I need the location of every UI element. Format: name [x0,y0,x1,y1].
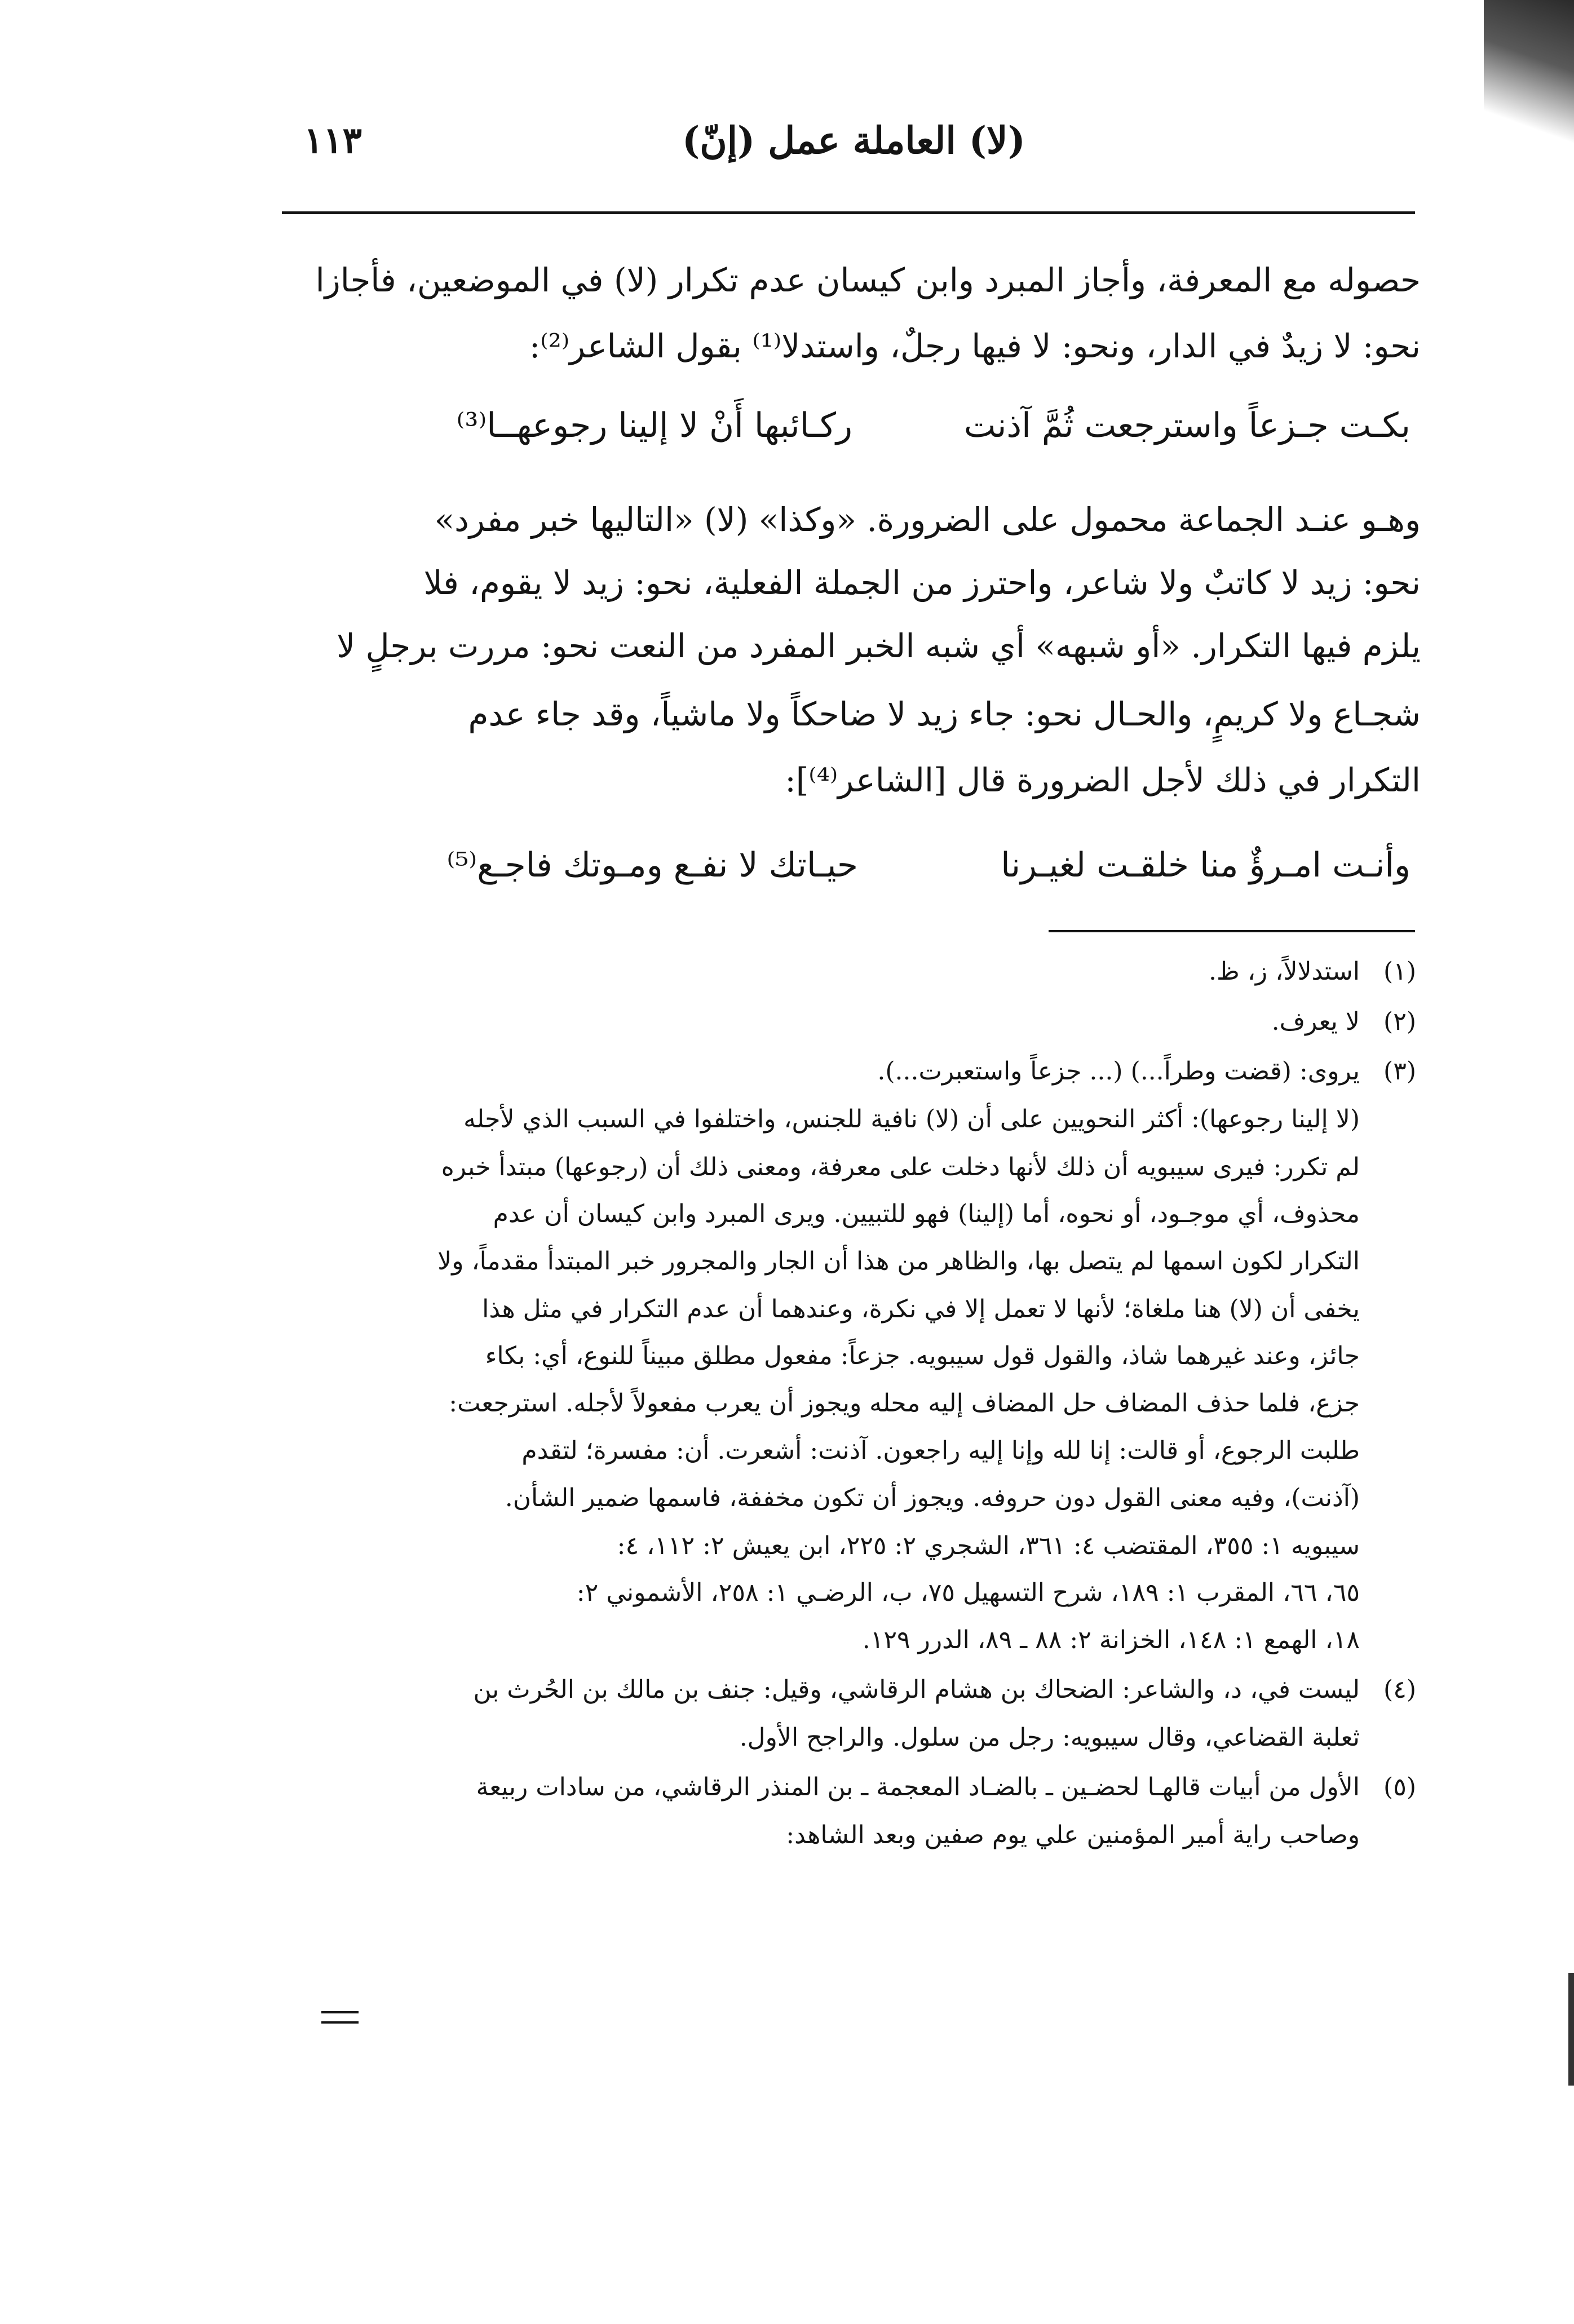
footnote-line: لم تكرر: فيرى سيبويه أن ذلك لأنها دخلت على معرفة، ومعنى ذلك أن (رجوعها) مبتدأ خبره [441,1153,1360,1181]
page-title: (لا) العاملة عمل (إنّ) [682,118,1025,162]
scan-edge [1568,1973,1574,2086]
body-line: شجـاع ولا كريمٍ، والحـال نحو: جاء زيد لا ضاحكاً ولا ماشياً، وقد جاء عدم [468,695,1421,733]
continuation-mark [321,2011,359,2024]
body-line: نحو: زيد لا كاتبٌ ولا شاعر، واحترز من الجملة الفعلية، نحو: زيد لا يقوم، فلا [423,564,1421,602]
footnote-number: (٥) [1383,1773,1416,1801]
footnote-number: (٢) [1383,1007,1416,1036]
verse-1-first-hemistich: بكـت جـزعاً واسترجعت ثُمَّ آذنت [963,406,1411,445]
footnote-line: ٦٥، ٦٦، المقرب ١: ١٨٩، شرح التسهيل ٧٥، ب، الرضـي ١: ٢٥٨، الأشموني ٢: [576,1578,1360,1607]
body-line: وهـو عنـد الجماعة محمول على الضرورة. «وكذا» (لا) «التاليها خبر مفرد» [434,501,1421,539]
body-line: يلزم فيها التكرار. «أو شبهه» أي شبه الخبر المفرد من النعت نحو: مررت برجلٍ لا [336,627,1421,665]
verse-2-first-hemistich: وأنـت امـرؤٌ منا خلقـت لغيـرنا [1001,846,1411,885]
footnote-line: جزع، فلما حذف المضاف حل المضاف إليه محله ويجوز أن يعرب مفعولاً لأجله. استرجعت: [449,1389,1360,1418]
footnote-number: (١) [1383,957,1416,986]
footnote-number: (٤) [1383,1675,1416,1704]
footnote-line: الأول من أبيات قالهـا لحضـين ـ بالضـاد المعجمة ـ بن المنذر الرقاشي، من سادات ربيعة [476,1773,1360,1801]
footnote-line: يخفى أن (لا) هنا ملغاة؛ لأنها لا تعمل إلا في نكرة، وعندهما أن عدم التكرار في مثل هذا [482,1295,1360,1323]
footnote-line: التكرار لكون اسمها لم يتصل بها، والظاهر من هذا أن الجار والمجرور خبر المبتدأ مقدماً، ولا [437,1247,1360,1276]
page-number: ١١٣ [303,119,362,162]
scan-smudge [1484,0,1574,147]
footnote-line: (آذنت)، وفيه معنى القول دون حروفه. ويجوز أن تكون مخففة، فاسمها ضمير الشأن. [505,1484,1360,1512]
header-rule [282,211,1415,214]
footnote-line: محذوف، أي موجـود، أو نحوه، أما (إلينا) فهو للتبيين. ويرى المبرد وابن كيسان أن عدم [493,1199,1360,1228]
verse-2-second-hemistich: حيـاتك لا نفـع ومـوتك فاجـع⁽⁵⁾ [446,846,858,885]
body-line: نحو: لا زيدٌ في الدار، ونحو: لا فيها رجلٌ، واستدلا⁽¹⁾ بقول الشاعر⁽²⁾: [529,327,1421,365]
footnote-number: (٣) [1383,1057,1416,1086]
footnote-line: جائز، وعند غيرهما شاذ، والقول قول سيبويه. جزعاً: مفعول مطلق مبيناً للنوع، أي: بكاء [485,1342,1360,1370]
footnote-rule [1049,930,1415,932]
footnote-line: ١٨، الهمع ١: ١٤٨، الخزانة ٢: ٨٨ ـ ٨٩، الدرر ١٢٩. [862,1626,1360,1654]
footnote-line: يروى: (قضت وطراً...) (... جزعاً واستعبرت...). [877,1057,1360,1086]
footnote-line: لا يعرف. [1271,1007,1360,1036]
footnote-line: سيبويه ١: ٣٥٥، المقتضب ٤: ٣٦١، الشجري ٢: ٢٢٥، ابن يعيش ٢: ١١٢، ٤: [617,1531,1360,1560]
body-line: حصوله مع المعرفة، وأجاز المبرد وابن كيسان عدم تكرار (لا) في الموضعين، فأجازا [315,261,1421,299]
body-line: التكرار في ذلك لأجل الضرورة قال [الشاعر⁽⁴⁾]: [785,761,1421,799]
footnote-line: طلبت الرجوع، أو قالت: إنا لله وإنا إليه راجعون. آذنت: أشعرت. أن: مفسرة؛ لتقدم [521,1436,1360,1465]
footnote-line: استدلالاً، ز، ظ. [1209,957,1360,986]
footnote-line: ليست في، د، والشاعر: الضحاك بن هشام الرقاشي، وقيل: جنف بن مالك بن الحُرث بن [473,1675,1360,1704]
footnote-line: (لا إلينا رجوعها): أكثر النحويين على أن (لا) نافية للجنس، واختلفوا في السبب الذي لأجله [463,1105,1360,1134]
footnote-line: ثعلبة القضاعي، وقال سيبويه: رجل من سلول. والراجح الأول. [739,1723,1360,1752]
verse-1-second-hemistich: ركـائبها أَنْ لا إلينا رجوعهــا⁽³⁾ [456,406,852,445]
footnote-line: وصاحب راية أمير المؤمنين علي يوم صفين وبعد الشاهد: [786,1821,1360,1849]
